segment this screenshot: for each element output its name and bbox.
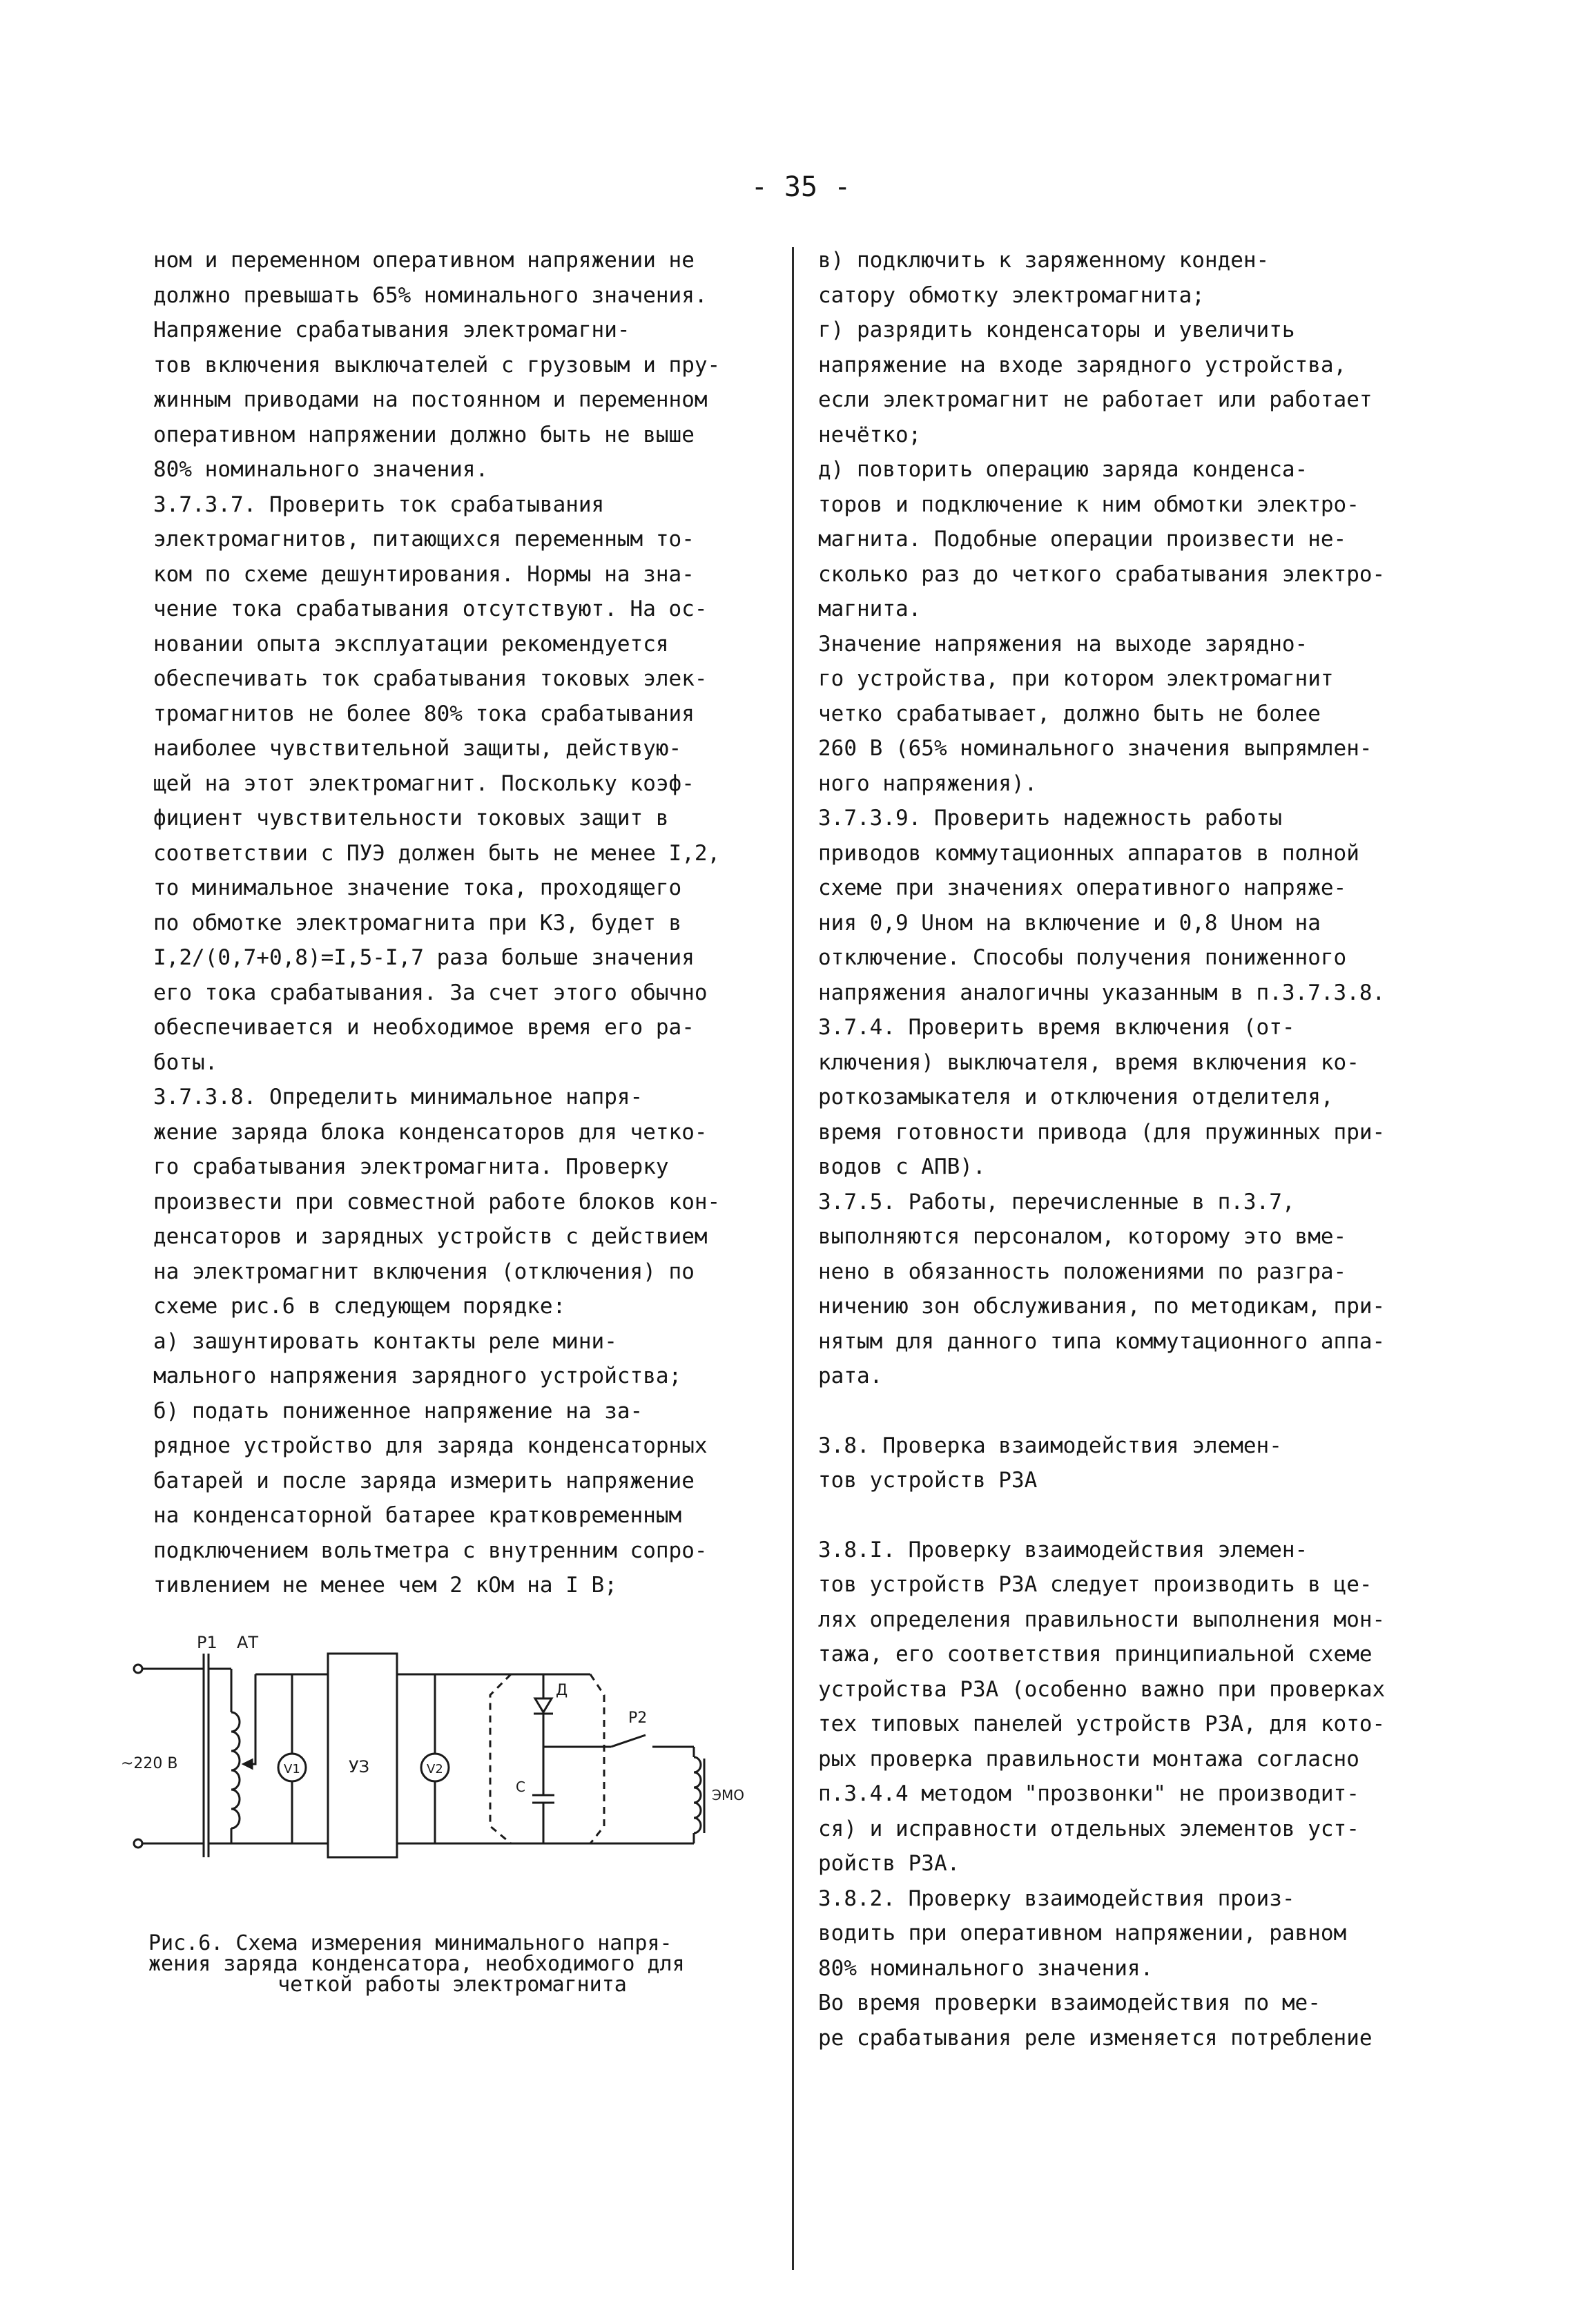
text-line: отключение. Способы получения пониженного [818, 945, 1347, 970]
label-d: Д [556, 1682, 568, 1699]
right-column [818, 243, 1453, 2055]
text-line: тов устройств РЗА [818, 1468, 1038, 1493]
text-line: ничению зон обслуживания, по методикам, при- [818, 1294, 1386, 1319]
text-line: произвести при совместной работе блоков кон- [153, 1189, 721, 1214]
text-line [818, 1394, 1453, 1429]
text-line: 3.7.4. Проверить время включения (от- [818, 1015, 1295, 1040]
text-line: наиболее чувствительной защиты, действую- [153, 736, 682, 761]
label-v1: V1 [284, 1762, 300, 1776]
text-line: выполняются персоналом, которому это вме- [818, 1224, 1347, 1249]
text-line: обеспечивается и необходимое время его ра- [153, 1015, 695, 1040]
text-line: ре срабатывания реле изменяется потребление [818, 2025, 1373, 2051]
terminal-bottom [134, 1839, 142, 1848]
circuit-diagram [121, 1626, 784, 1888]
text-line: 3.8.2. Проверку взаимодействия произ- [818, 1886, 1295, 1911]
text-line: напряжение на входе зарядного устройства, [818, 352, 1347, 378]
terminal-top [134, 1665, 142, 1673]
text-line: фициент чувствительности токовых защит в [153, 806, 669, 831]
text-line: если электромагнит не работает или работает [818, 387, 1373, 412]
text-line: должно превышать 65% номинального значения. [153, 282, 708, 308]
autotransformer-winding [231, 1712, 240, 1828]
text-line: устройства РЗА (особенно важно при проверках [818, 1676, 1386, 1702]
figure-caption [148, 1933, 756, 1995]
text-line: боты. [153, 1049, 218, 1075]
text-line: рых проверка правильности монтажа согласно [818, 1746, 1359, 1772]
text-line: г) разрядить конденсаторы и увеличить [818, 318, 1295, 342]
label-p1: Р1 [197, 1633, 217, 1652]
text-line: 3.8.I. Проверку взаимодействия элемен- [818, 1537, 1308, 1562]
text-line: роткозамыкателя и отключения отделителя, [818, 1085, 1334, 1110]
text-line: схеме рис.6 в следующем порядке: [153, 1294, 566, 1319]
text-line: б) подать пониженное напряжение на за- [153, 1398, 643, 1424]
text-line: то минимальное значение тока, проходящего [153, 875, 682, 900]
text-line: 3.7.3.9. Проверить надежность работы [818, 806, 1282, 831]
text-line: п.3.4.4 методом "прозвонки" не производит- [818, 1781, 1359, 1806]
label-emo: ЭМО [712, 1787, 744, 1803]
caption-line: жения заряда конденсатора, необходимого для [148, 1952, 685, 1976]
text-line: Значение напряжения на выходе зарядно- [818, 631, 1308, 657]
label-v2: V2 [427, 1762, 443, 1776]
text-line: денсаторов и зарядных устройств с действием [153, 1224, 708, 1249]
text-line: лях определения правильности выполнения мон- [818, 1607, 1386, 1632]
diode-d [535, 1698, 552, 1712]
text-line: нено в обязанность положениями по разгра- [818, 1259, 1347, 1284]
text-line: ком по схеме дешунтирования. Нормы на зна- [153, 561, 695, 587]
text-line: а) зашунтировать контакты реле мини- [153, 1328, 617, 1354]
text-line: тех типовых панелей устройств РЗА, для кото- [818, 1712, 1386, 1736]
text-line: в) подключить к заряженному конден- [818, 248, 1270, 273]
text-line: нечётко; [818, 422, 922, 447]
text-line: ном и переменном оперативном напряжении не [153, 248, 695, 273]
text-line: жение заряда блока конденсаторов для четко- [153, 1119, 708, 1145]
text-line: щей на этот электромагнит. Поскольку коэф- [153, 771, 695, 796]
text-line: го устройства, при котором электромагнит [818, 666, 1334, 691]
text-line: жинным приводами на постоянном и переменном [153, 387, 708, 412]
text-line: тов включения выключателей с грузовым и пру- [153, 352, 721, 378]
text-line [818, 1498, 1453, 1533]
text-line: ключения) выключателя, время включения ко- [818, 1049, 1359, 1075]
autotransformer-tap [244, 1674, 255, 1764]
relay-p2-contact [611, 1735, 646, 1747]
text-line: тромагнитов не более 80% тока срабатывания [153, 701, 695, 726]
text-line: обеспечивать ток срабатывания токовых элек- [153, 666, 708, 691]
capacitor-block-outline [490, 1674, 511, 1843]
text-line: водов с АПВ). [818, 1154, 986, 1179]
text-line: рядное устройство для заряда конденсаторных [153, 1433, 708, 1458]
text-line: чение тока срабатывания отсутствуют. На ос- [153, 597, 708, 621]
text-line: электромагнитов, питающихся переменным то- [153, 527, 695, 552]
text-line: новании опыта эксплуатации рекомендуется [153, 631, 669, 657]
text-line: сатору обмотку электромагнита; [818, 282, 1205, 308]
text-line: д) повторить операцию заряда конденса- [818, 457, 1308, 482]
text-line: соответствии с ПУЭ должен быть не менее I,2, [153, 840, 721, 866]
text-line: ся) и исправности отдельных элементов уст- [818, 1816, 1359, 1841]
column-divider [792, 247, 794, 2270]
text-line: ния 0,9 Uном на включение и 0,8 Uном на [818, 910, 1321, 936]
caption-line: четкой работы электромагнита [278, 1973, 627, 1997]
text-line: на электромагнит включения (отключения) по [153, 1259, 695, 1284]
text-line: ного напряжения). [818, 771, 1038, 796]
charging-device-uz [328, 1654, 397, 1857]
text-line: напряжения аналогичны указанным в п.3.7.3.8. [818, 980, 1386, 1005]
text-line: магнита. [818, 597, 922, 621]
label-supply: ~220 В [121, 1755, 178, 1772]
text-line: торов и подключение к ним обмотки электро- [818, 492, 1359, 517]
text-line: 3.7.5. Работы, перечисленные в п.3.7, [818, 1189, 1295, 1214]
text-line: оперативном напряжении должно быть не выше [153, 422, 695, 447]
text-line: 80% номинального значения. [818, 1955, 1154, 1981]
text-line: подключением вольтметра с внутренним сопро- [153, 1538, 708, 1563]
text-line: ройств РЗА. [818, 1851, 960, 1876]
text-line: магнита. Подобные операции произвести не- [818, 527, 1347, 552]
text-line: 3.7.3.8. Определить минимальное напря- [153, 1085, 643, 1110]
label-at: АТ [237, 1633, 259, 1652]
text-line: по обмотке электромагнита при КЗ, будет в [153, 910, 682, 936]
text-line: го срабатывания электромагнита. Проверку [153, 1154, 669, 1179]
text-line: 3.7.3.7. Проверить ток срабатывания [153, 492, 605, 517]
caption-line: Рис.6. Схема измерения минимального напря- [148, 1931, 672, 1955]
text-line: 260 В (65% номинального значения выпрямлен- [818, 736, 1373, 761]
text-line: сколько раз до четкого срабатывания электро- [818, 561, 1386, 587]
text-line: рата. [818, 1364, 883, 1388]
label-uz: УЗ [349, 1757, 370, 1776]
text-line: нятым для данного типа коммутационного аппа- [818, 1328, 1386, 1354]
page-number: - 35 - [750, 171, 851, 203]
text-line: тажа, его соответствия принципиальной схеме [818, 1642, 1373, 1667]
text-line: I,2/(0,7+0,8)=I,5-I,7 раза больше значения [153, 945, 695, 970]
label-p2: Р2 [628, 1710, 648, 1727]
text-line: Во время проверки взаимодействия по ме- [818, 1991, 1321, 2015]
left-column [153, 243, 761, 1603]
text-line: мального напряжения зарядного устройства; [153, 1364, 682, 1388]
circuit-svg [121, 1626, 784, 1888]
text-line: Напряжение срабатывания электромагни- [153, 318, 630, 342]
text-line: схеме при значениях оперативного напряже- [818, 875, 1347, 900]
text-line: водить при оперативном напряжении, равном [818, 1921, 1347, 1946]
text-line: на конденсаторной батарее кратковременным [153, 1503, 682, 1528]
text-line: тивлением не менее чем 2 кОм на I В; [153, 1573, 617, 1598]
text-line: приводов коммутационных аппаратов в полной [818, 840, 1359, 866]
text-line: батарей и после заряда измерить напряжение [153, 1468, 695, 1493]
text-line: 3.8. Проверка взаимодействия элемен- [818, 1433, 1282, 1458]
coil-emo [694, 1757, 701, 1833]
text-line: четко срабатывает, должно быть не более [818, 701, 1321, 726]
label-c: С [516, 1779, 525, 1795]
text-line: тов устройств РЗА следует производить в це- [818, 1572, 1373, 1597]
text-line: его тока срабатывания. За счет этого обычно [153, 980, 708, 1005]
text-line: время готовности привода (для пружинных при- [818, 1119, 1386, 1145]
text-line: 80% номинального значения. [153, 457, 489, 482]
